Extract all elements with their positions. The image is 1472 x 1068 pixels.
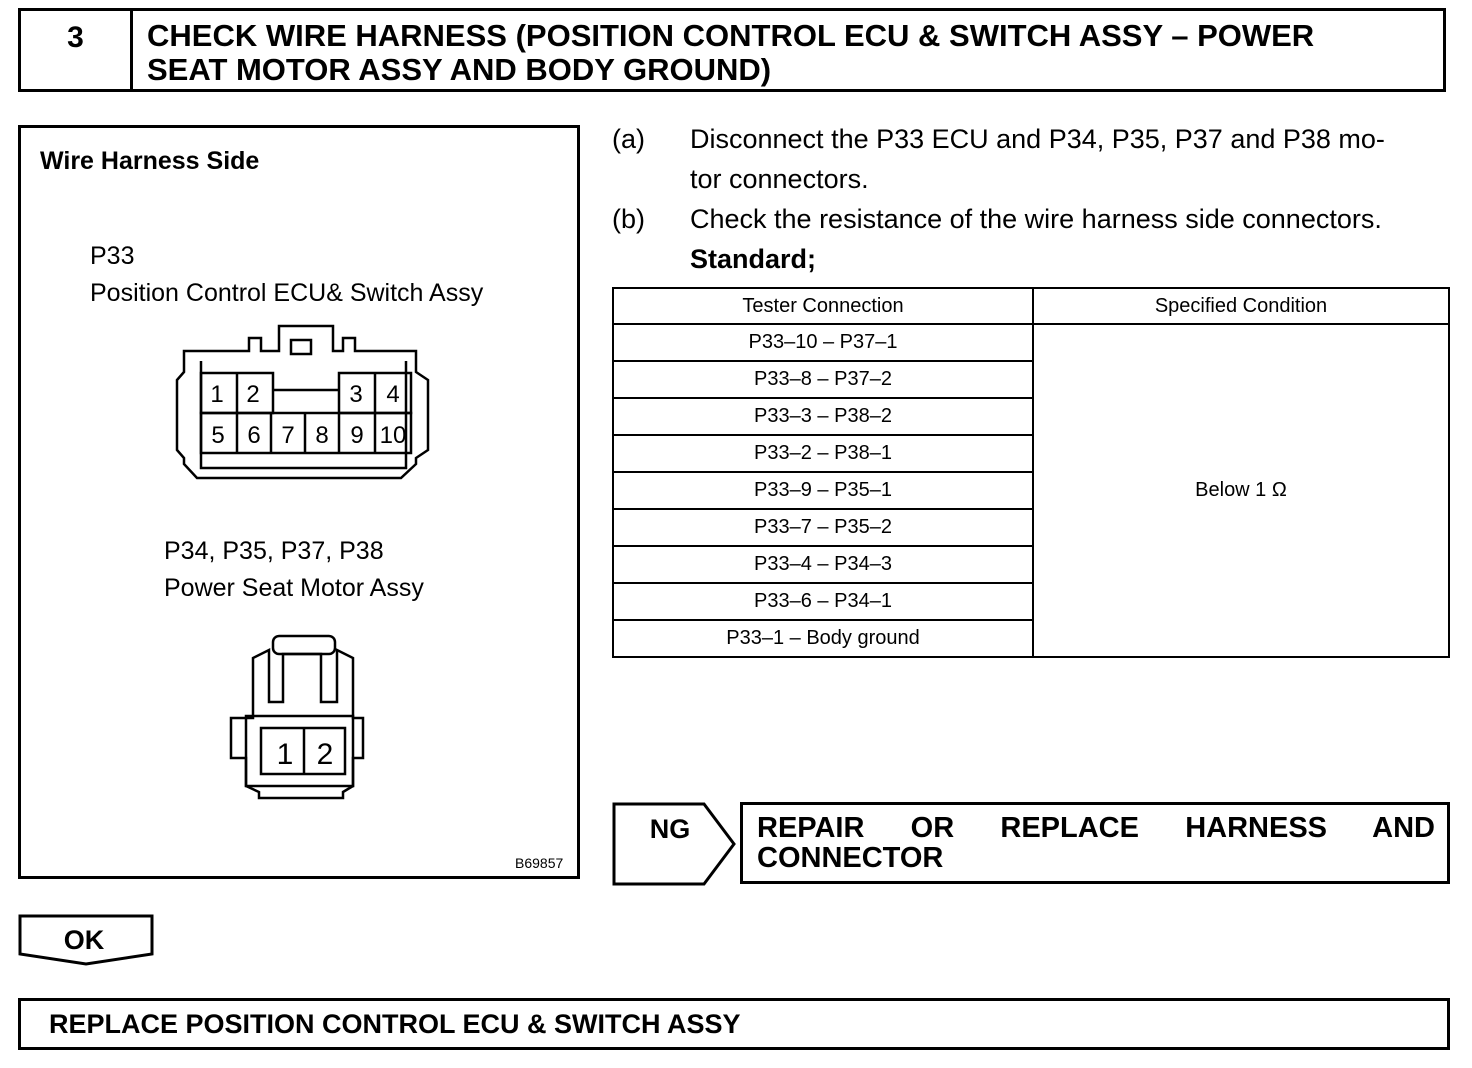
step-b-line-1: Check the resistance of the wire harness side connectors. bbox=[690, 204, 1382, 234]
ng-action-text: REPAIR OR REPLACE HARNESS AND CONNECTOR bbox=[757, 812, 1435, 874]
connector2-name: Power Seat Motor Assy bbox=[164, 574, 424, 602]
connector1-name: Position Control ECU& Switch Assy bbox=[90, 279, 484, 307]
final-action-text: REPLACE POSITION CONTROL ECU & SWITCH ASSY bbox=[49, 1009, 741, 1039]
connector1-pin: 5 bbox=[211, 422, 225, 449]
step-header bbox=[18, 8, 1446, 92]
ng-arrow bbox=[612, 802, 736, 886]
tester-connection-cell: P33–1 – Body ground bbox=[613, 620, 1033, 657]
tester-connection-cell: P33–9 – P35–1 bbox=[613, 472, 1033, 509]
figure-title: Wire Harness Side bbox=[40, 147, 260, 175]
table-row bbox=[613, 324, 1449, 361]
connector1-pin: 6 bbox=[247, 422, 261, 449]
ok-arrow bbox=[18, 914, 158, 970]
ng-label: NG bbox=[649, 814, 691, 844]
connector-figure bbox=[18, 125, 580, 879]
connector1-pin: 10 bbox=[379, 422, 407, 449]
step-title-line-2: SEAT MOTOR ASSY AND BODY GROUND) bbox=[147, 52, 772, 87]
connector1-pin: 9 bbox=[350, 422, 364, 449]
connector2-code: P34, P35, P37, P38 bbox=[164, 537, 384, 565]
specified-condition-cell: Below 1 Ω bbox=[1033, 324, 1449, 657]
step-a-label: (a) bbox=[612, 124, 645, 154]
tester-connection-cell: P33–7 – P35–2 bbox=[613, 509, 1033, 546]
connector1-code: P33 bbox=[90, 242, 135, 270]
tester-connection-cell: P33–4 – P34–3 bbox=[613, 546, 1033, 583]
tester-connection-cell: P33–8 – P37–2 bbox=[613, 361, 1033, 398]
connector1-pin: 8 bbox=[315, 422, 329, 449]
step-number: 3 bbox=[21, 11, 133, 89]
connector1-pin: 3 bbox=[349, 381, 363, 408]
ng-action-box bbox=[740, 802, 1450, 884]
tester-connection-cell: P33–3 – P38–2 bbox=[613, 398, 1033, 435]
step-b-label: (b) bbox=[612, 204, 645, 234]
tester-connection-cell: P33–10 – P37–1 bbox=[613, 324, 1033, 361]
connector2-pin: 1 bbox=[276, 738, 294, 771]
step-a-line-2: tor connectors. bbox=[690, 164, 869, 194]
connector2-pin: 2 bbox=[316, 738, 334, 771]
tester-connection-cell: P33–2 – P38–1 bbox=[613, 435, 1033, 472]
step-a-line-1: Disconnect the P33 ECU and P34, P35, P37 and P38 mo- bbox=[690, 124, 1385, 154]
connector1-pin: 7 bbox=[281, 422, 295, 449]
step-title bbox=[147, 19, 1433, 87]
ok-label: OK bbox=[63, 925, 105, 955]
connector1-diagram bbox=[21, 128, 577, 876]
connector1-pin: 1 bbox=[210, 381, 224, 408]
step-title-line-1: CHECK WIRE HARNESS (POSITION CONTROL ECU & SWITCH ASSY – POWER bbox=[147, 18, 1315, 53]
column-header-tester-connection: Tester Connection bbox=[613, 288, 1033, 324]
resistance-spec-table bbox=[612, 287, 1450, 658]
connector1-pin: 2 bbox=[246, 381, 260, 408]
standard-label: Standard; bbox=[690, 244, 817, 274]
connector1-pin: 4 bbox=[386, 381, 400, 408]
figure-id: B69857 bbox=[515, 855, 564, 871]
table-header-row bbox=[613, 288, 1449, 324]
column-header-specified-condition: Specified Condition bbox=[1033, 288, 1449, 324]
tester-connection-cell: P33–6 – P34–1 bbox=[613, 583, 1033, 620]
final-action-box bbox=[18, 998, 1450, 1050]
